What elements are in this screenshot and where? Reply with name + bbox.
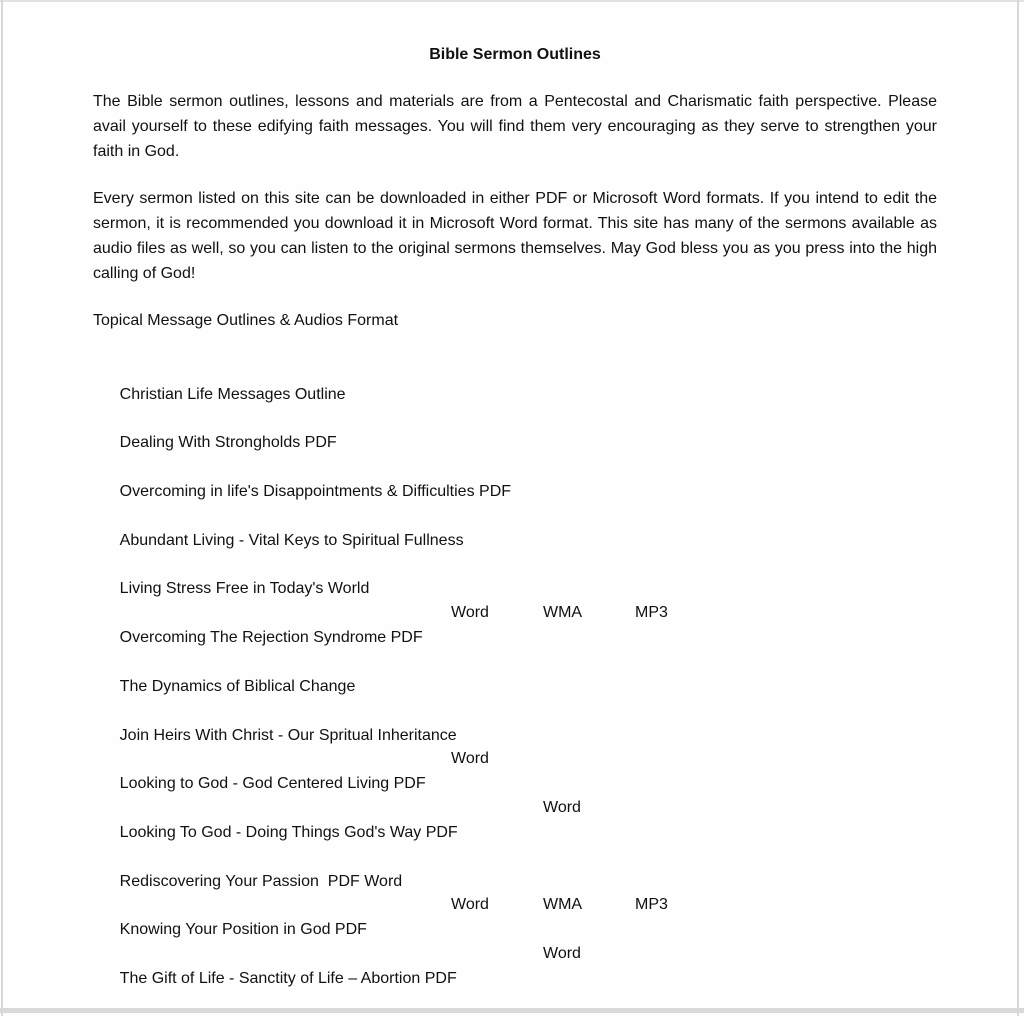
sermon-row-overcoming-disappointments [93, 454, 937, 501]
word-link[interactable]: Word [451, 604, 489, 622]
sermon-row-christian-life [93, 357, 937, 403]
sermon-link[interactable]: The Gift of Life - Sanctity of Life – Abortion PDF [119, 969, 457, 987]
sermon-link[interactable]: The Dynamics of Biblical Change [119, 677, 356, 695]
page-frame-right [1017, 0, 1019, 1016]
word-link[interactable]: Word [543, 798, 581, 816]
sermon-link[interactable]: Looking to God - God Centered Living PDF [119, 775, 426, 793]
sermon-row-rejection-syndrome [93, 600, 937, 647]
sermon-link[interactable]: Overcoming in life's Disappointments & Difficulties PDF [119, 483, 512, 501]
sermon-link[interactable]: Join Heirs With Christ - Our Spritual Inheritance [119, 726, 457, 744]
sermon-link[interactable]: Knowing Your Position in God PDF [119, 921, 367, 939]
sermon-link[interactable]: Looking To God - Doing Things God's Way PDF [119, 823, 458, 841]
document-content [93, 42, 937, 990]
mp3-link[interactable]: MP3 [635, 896, 668, 914]
sermon-row-rediscovering-passion [93, 844, 937, 890]
intro-paragraph-1: The Bible sermon outlines, lessons and materials are from a Pentecostal and Charismatic faith perspective. Please avail yourself to these edifying faith messages. You will find them very encouraging as they serve to strengthen your faith in God. [93, 93, 937, 160]
word-link[interactable]: Word [451, 750, 489, 768]
sermon-link[interactable]: Living Stress Free in Today's World [119, 580, 370, 598]
wma-link[interactable]: WMA [543, 896, 583, 914]
sermon-link[interactable]: Christian Life Messages Outline [119, 385, 346, 403]
word-link[interactable]: Word [451, 896, 489, 914]
sermon-link[interactable]: Overcoming The Rejection Syndrome PDF [119, 629, 423, 647]
sermon-link[interactable]: Abundant Living - Vital Keys to Spiritual Fullness [119, 531, 464, 549]
mp3-link[interactable]: MP3 [635, 604, 668, 622]
page-title: Bible Sermon Outlines [429, 46, 601, 63]
section-heading: Topical Message Outlines & Audios Format [93, 312, 399, 329]
sermon-row-abundant-living [93, 503, 937, 549]
intro-paragraph-2: Every sermon listed on this site can be downloaded in either PDF or Microsoft Word formats. If you intend to edit the sermon, it is recommended you download it in Microsoft Word format. This site has many of the sermons available as audio files as well, so you can listen to the original sermons themselves. May God bless you as you press into the high calling of God! [93, 190, 937, 282]
sermon-row-doing-things-gods-way [93, 795, 937, 841]
sermon-row-dynamics-biblical-change [93, 649, 937, 695]
page-frame-left [1, 0, 3, 1016]
sermon-row-living-stress-free [93, 551, 937, 598]
sermon-row-gift-of-life [93, 941, 937, 987]
sermon-link[interactable]: Rediscovering Your Passion PDF Word [119, 872, 403, 890]
sermon-row-dealing-strongholds [93, 405, 937, 452]
sermon-row-god-centered-living [93, 746, 937, 793]
word-link[interactable]: Word [543, 944, 581, 962]
wma-link[interactable]: WMA [543, 604, 583, 622]
page-frame-top [0, 0, 1024, 2]
sermon-link[interactable]: Dealing With Strongholds PDF [119, 434, 337, 452]
page-frame-bottom [0, 1008, 1024, 1013]
sermon-row-knowing-position [93, 892, 937, 939]
sermon-row-join-heirs [93, 698, 937, 744]
